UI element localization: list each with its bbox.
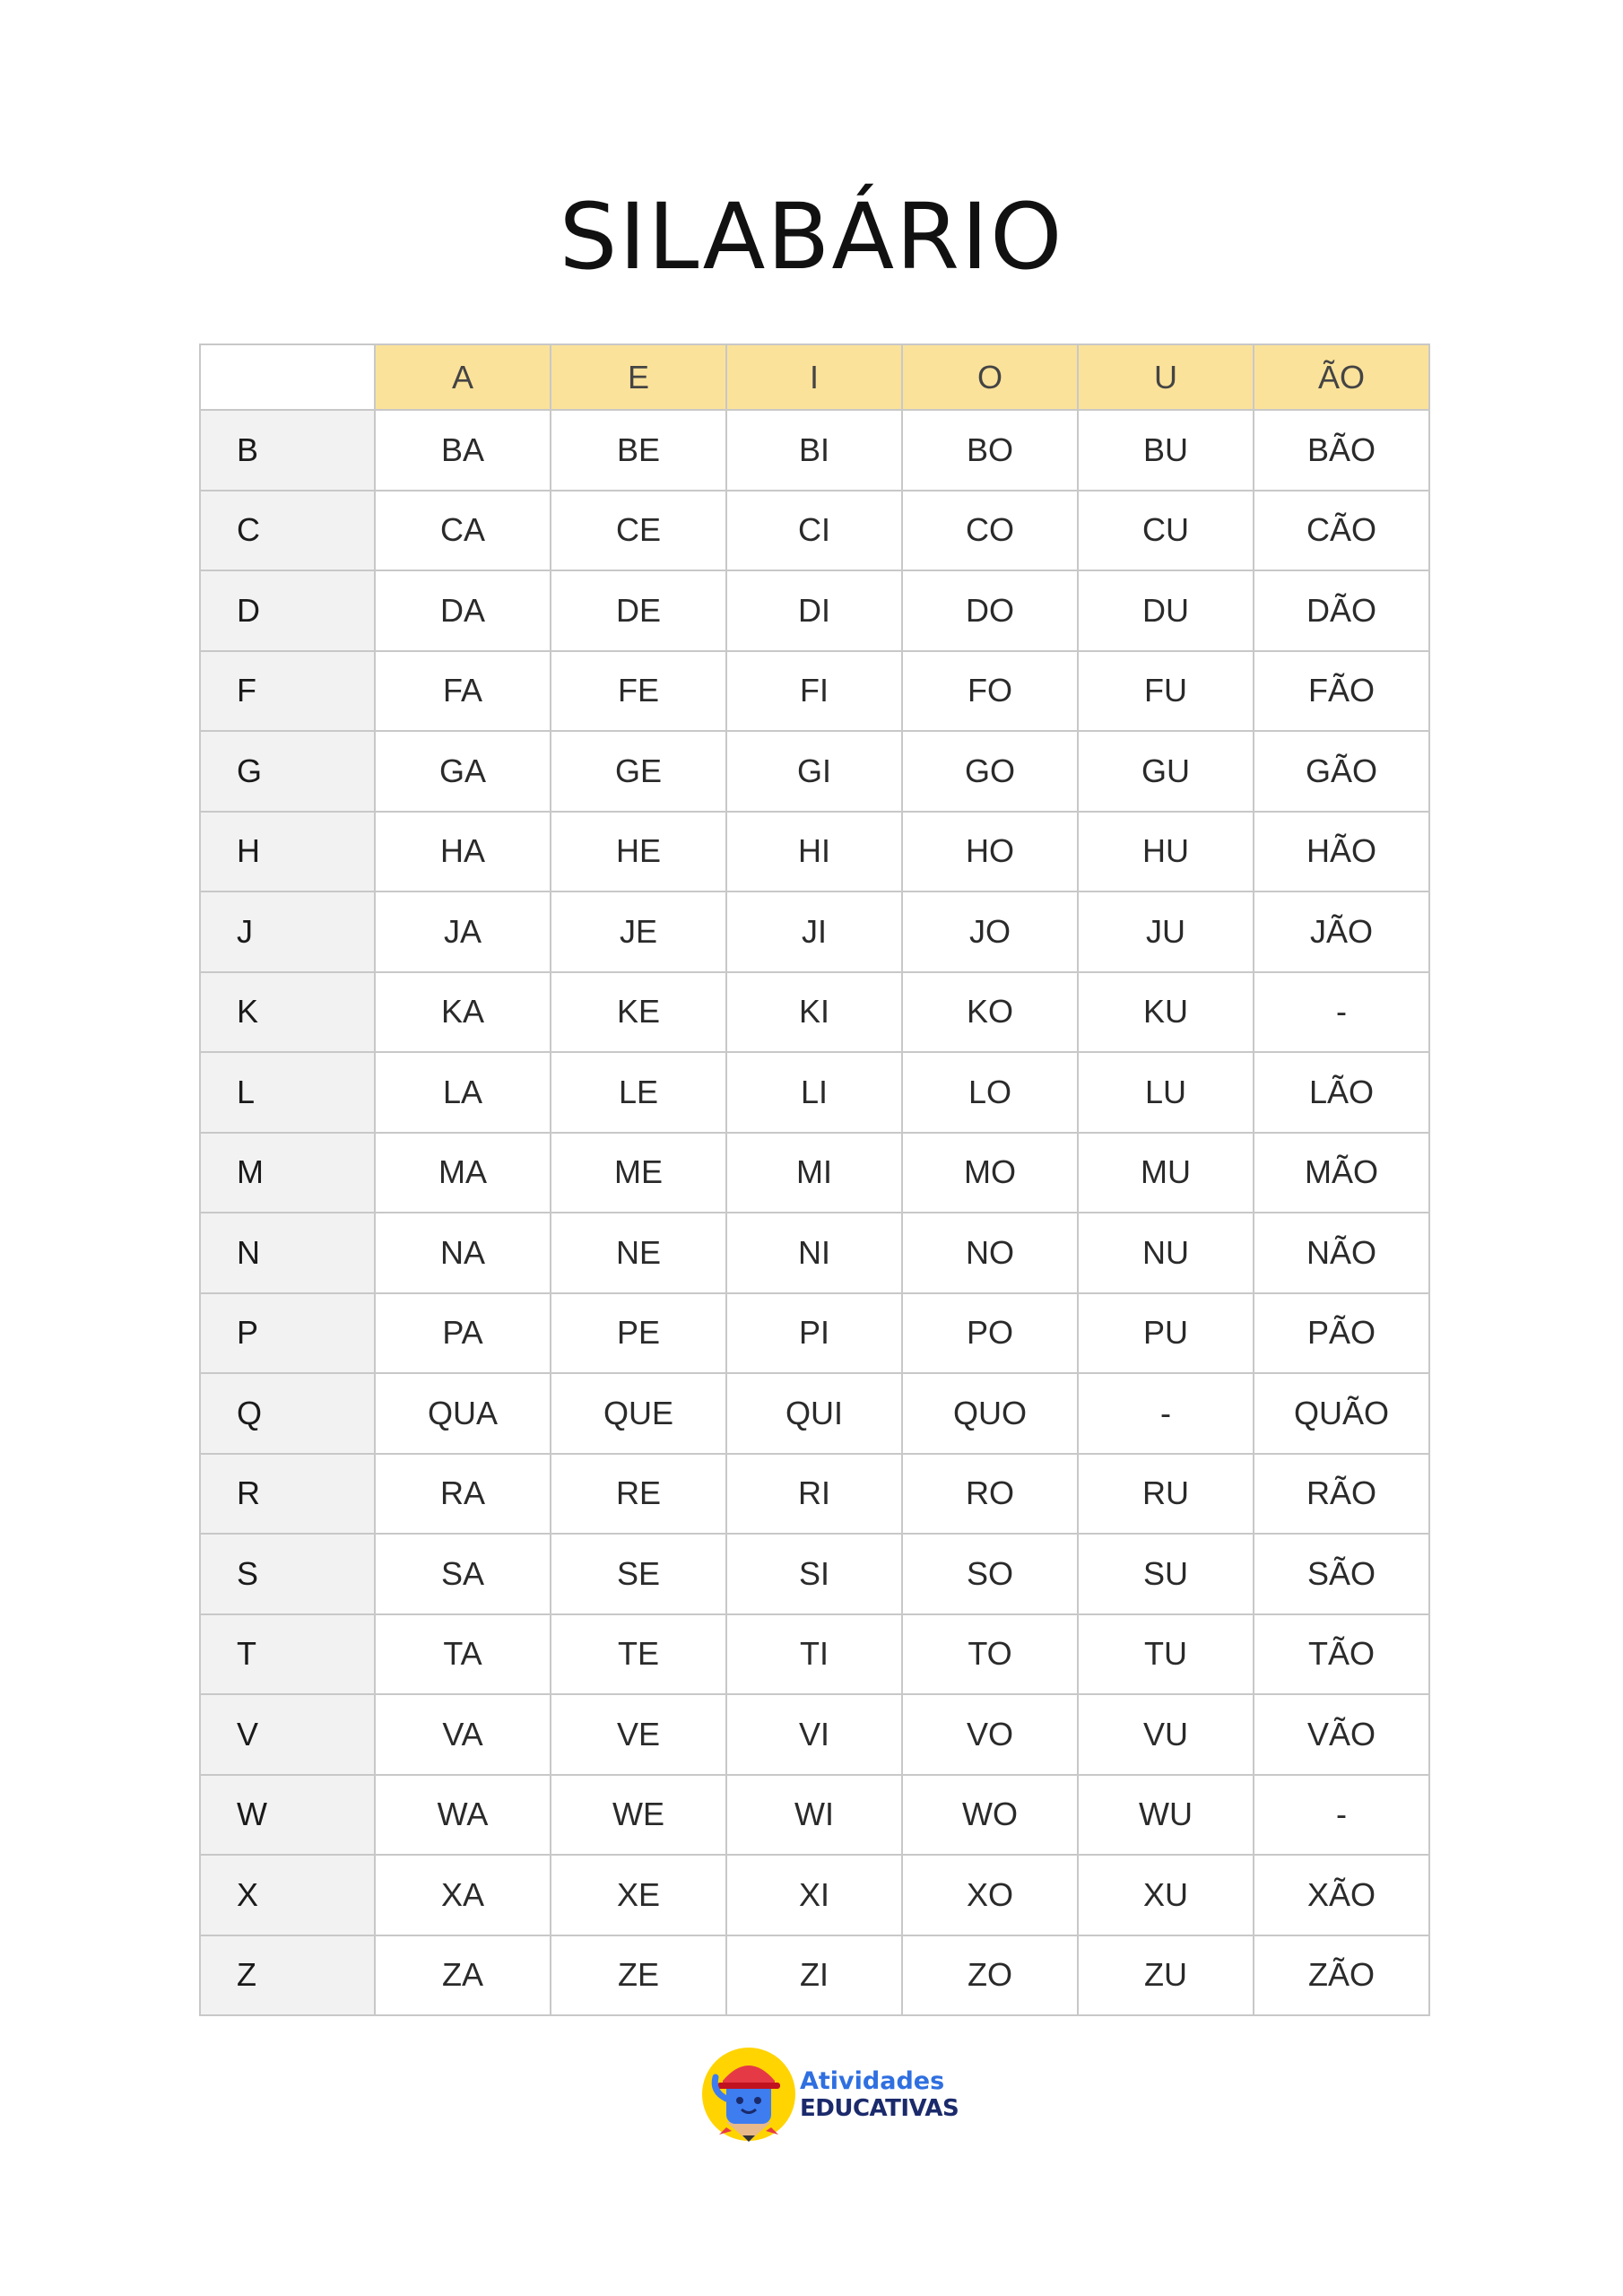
vowel-header: I: [726, 344, 902, 410]
syllable-cell: GE: [551, 731, 726, 812]
consonant-label: G: [200, 731, 375, 812]
syllable-cell: FU: [1078, 651, 1254, 732]
consonant-label: Q: [200, 1373, 375, 1454]
pencil-mascot-icon: [699, 2045, 798, 2144]
page-title: SILABÁRIO: [559, 184, 1064, 291]
syllable-cell: FI: [726, 651, 902, 732]
syllable-cell: SI: [726, 1534, 902, 1614]
syllable-cell: LÃO: [1254, 1052, 1429, 1133]
syllable-cell: FA: [375, 651, 551, 732]
syllable-cell: BA: [375, 410, 551, 491]
vowel-header: O: [902, 344, 1078, 410]
syllable-cell: TA: [375, 1614, 551, 1695]
table-row: [200, 1213, 1429, 1293]
syllable-table-body: [200, 410, 1429, 2015]
consonant-label: S: [200, 1534, 375, 1614]
syllable-cell: ZE: [551, 1935, 726, 2016]
syllable-cell: CO: [902, 491, 1078, 571]
syllable-cell: QUO: [902, 1373, 1078, 1454]
syllable-cell: VÃO: [1254, 1694, 1429, 1775]
syllable-cell: HO: [902, 812, 1078, 892]
syllable-cell: WE: [551, 1775, 726, 1856]
consonant-label: K: [200, 972, 375, 1053]
syllable-cell: GÃO: [1254, 731, 1429, 812]
syllable-cell: NI: [726, 1213, 902, 1293]
syllable-cell: RO: [902, 1454, 1078, 1535]
syllable-cell: QUE: [551, 1373, 726, 1454]
table-row: [200, 1293, 1429, 1374]
syllable-cell: -: [1254, 1775, 1429, 1856]
consonant-label: F: [200, 651, 375, 732]
table-row: [200, 731, 1429, 812]
syllable-cell: NE: [551, 1213, 726, 1293]
syllable-cell: TÃO: [1254, 1614, 1429, 1695]
syllable-cell: RU: [1078, 1454, 1254, 1535]
syllable-cell: CU: [1078, 491, 1254, 571]
syllable-cell: LU: [1078, 1052, 1254, 1133]
syllable-cell: KO: [902, 972, 1078, 1053]
syllable-cell: HA: [375, 812, 551, 892]
syllable-cell: LA: [375, 1052, 551, 1133]
syllable-cell: DE: [551, 570, 726, 651]
consonant-label: X: [200, 1855, 375, 1935]
syllable-cell: JE: [551, 891, 726, 972]
syllable-cell: XA: [375, 1855, 551, 1935]
consonant-label: L: [200, 1052, 375, 1133]
consonant-label: Z: [200, 1935, 375, 2016]
syllable-cell: VE: [551, 1694, 726, 1775]
syllable-cell: SA: [375, 1534, 551, 1614]
syllable-cell: HE: [551, 812, 726, 892]
consonant-label: D: [200, 570, 375, 651]
syllable-cell: TO: [902, 1614, 1078, 1695]
syllable-cell: QUÃO: [1254, 1373, 1429, 1454]
consonant-label: B: [200, 410, 375, 491]
syllable-cell: JO: [902, 891, 1078, 972]
syllable-cell: PO: [902, 1293, 1078, 1374]
consonant-label: H: [200, 812, 375, 892]
syllable-cell: ZO: [902, 1935, 1078, 2016]
vowel-header: U: [1078, 344, 1254, 410]
syllable-cell: FE: [551, 651, 726, 732]
syllable-cell: KI: [726, 972, 902, 1053]
syllable-cell: PU: [1078, 1293, 1254, 1374]
syllable-cell: NA: [375, 1213, 551, 1293]
syllable-cell: SÃO: [1254, 1534, 1429, 1614]
table-row: [200, 1935, 1429, 2016]
syllable-cell: SU: [1078, 1534, 1254, 1614]
syllable-cell: TE: [551, 1614, 726, 1695]
syllable-cell: QUI: [726, 1373, 902, 1454]
syllable-cell: ME: [551, 1133, 726, 1213]
syllable-cell: HU: [1078, 812, 1254, 892]
consonant-label: M: [200, 1133, 375, 1213]
syllable-cell: VU: [1078, 1694, 1254, 1775]
syllable-cell: MI: [726, 1133, 902, 1213]
syllable-cell: WU: [1078, 1775, 1254, 1856]
syllable-cell: -: [1254, 972, 1429, 1053]
syllable-cell: LE: [551, 1052, 726, 1133]
syllable-cell: FÃO: [1254, 651, 1429, 732]
consonant-label: T: [200, 1614, 375, 1695]
vowel-header: E: [551, 344, 726, 410]
syllable-cell: TI: [726, 1614, 902, 1695]
syllable-cell: VI: [726, 1694, 902, 1775]
syllable-cell: NO: [902, 1213, 1078, 1293]
syllable-cell: KU: [1078, 972, 1254, 1053]
syllable-cell: LI: [726, 1052, 902, 1133]
syllable-cell: PI: [726, 1293, 902, 1374]
table-row: [200, 1694, 1429, 1775]
syllable-cell: ZI: [726, 1935, 902, 2016]
syllable-cell: BI: [726, 410, 902, 491]
syllable-cell: WI: [726, 1775, 902, 1856]
syllable-cell: VO: [902, 1694, 1078, 1775]
syllable-table: [199, 344, 1430, 2016]
syllable-cell: XE: [551, 1855, 726, 1935]
syllable-cell: TU: [1078, 1614, 1254, 1695]
table-row: [200, 1373, 1429, 1454]
syllable-cell: XO: [902, 1855, 1078, 1935]
syllable-cell: -: [1078, 1373, 1254, 1454]
syllable-cell: DÃO: [1254, 570, 1429, 651]
syllable-cell: GO: [902, 731, 1078, 812]
corner-cell: [200, 344, 375, 410]
table-row: [200, 1133, 1429, 1213]
syllable-cell: CA: [375, 491, 551, 571]
table-row: [200, 1775, 1429, 1856]
syllable-cell: ZU: [1078, 1935, 1254, 2016]
syllable-cell: NU: [1078, 1213, 1254, 1293]
syllable-cell: FO: [902, 651, 1078, 732]
table-row: [200, 410, 1429, 491]
syllable-cell: CÃO: [1254, 491, 1429, 571]
table-row: [200, 1614, 1429, 1695]
syllable-cell: XU: [1078, 1855, 1254, 1935]
syllable-cell: JI: [726, 891, 902, 972]
syllable-cell: ZA: [375, 1935, 551, 2016]
syllable-cell: WA: [375, 1775, 551, 1856]
syllable-cell: HI: [726, 812, 902, 892]
syllable-cell: XÃO: [1254, 1855, 1429, 1935]
syllable-cell: RI: [726, 1454, 902, 1535]
syllable-cell: PÃO: [1254, 1293, 1429, 1374]
table-row: [200, 1534, 1429, 1614]
table-row: [200, 570, 1429, 651]
brand-logo: [690, 2036, 959, 2152]
syllable-cell: SO: [902, 1534, 1078, 1614]
syllable-cell: BE: [551, 410, 726, 491]
consonant-label: C: [200, 491, 375, 571]
brand-wordmark: [800, 2068, 959, 2122]
syllable-cell: JU: [1078, 891, 1254, 972]
syllable-cell: WO: [902, 1775, 1078, 1856]
syllable-cell: DI: [726, 570, 902, 651]
syllable-cell: BU: [1078, 410, 1254, 491]
syllable-cell: BO: [902, 410, 1078, 491]
syllable-cell: JÃO: [1254, 891, 1429, 972]
syllable-cell: MU: [1078, 1133, 1254, 1213]
syllable-cell: XI: [726, 1855, 902, 1935]
syllable-cell: HÃO: [1254, 812, 1429, 892]
syllable-cell: LO: [902, 1052, 1078, 1133]
syllable-cell: GA: [375, 731, 551, 812]
syllable-cell: JA: [375, 891, 551, 972]
brand-line1: Atividades: [800, 2067, 945, 2095]
syllable-cell: ZÃO: [1254, 1935, 1429, 2016]
syllable-cell: SE: [551, 1534, 726, 1614]
syllable-cell: RA: [375, 1454, 551, 1535]
table-row: [200, 891, 1429, 972]
syllable-cell: DO: [902, 570, 1078, 651]
syllable-cell: KE: [551, 972, 726, 1053]
syllable-cell: BÃO: [1254, 410, 1429, 491]
syllable-cell: CE: [551, 491, 726, 571]
syllable-cell: DA: [375, 570, 551, 651]
consonant-label: N: [200, 1213, 375, 1293]
brand-line2: EDUCATIVAS: [800, 2095, 959, 2122]
vowel-header: ÃO: [1254, 344, 1429, 410]
vowel-header: A: [375, 344, 551, 410]
consonant-label: W: [200, 1775, 375, 1856]
syllable-cell: DU: [1078, 570, 1254, 651]
table-row: [200, 491, 1429, 571]
syllable-cell: GU: [1078, 731, 1254, 812]
consonant-label: V: [200, 1694, 375, 1775]
syllable-cell: MO: [902, 1133, 1078, 1213]
syllable-cell: RÃO: [1254, 1454, 1429, 1535]
table-row: [200, 972, 1429, 1053]
syllable-cell: RE: [551, 1454, 726, 1535]
syllable-cell: GI: [726, 731, 902, 812]
syllable-cell: VA: [375, 1694, 551, 1775]
table-row: [200, 812, 1429, 892]
syllable-cell: CI: [726, 491, 902, 571]
consonant-label: P: [200, 1293, 375, 1374]
consonant-label: R: [200, 1454, 375, 1535]
table-row: [200, 1454, 1429, 1535]
syllable-cell: MA: [375, 1133, 551, 1213]
syllable-cell: PE: [551, 1293, 726, 1374]
syllable-cell: MÃO: [1254, 1133, 1429, 1213]
syllable-cell: QUA: [375, 1373, 551, 1454]
syllable-cell: NÃO: [1254, 1213, 1429, 1293]
syllable-cell: PA: [375, 1293, 551, 1374]
table-row: [200, 1052, 1429, 1133]
vowel-header-row: [200, 344, 1429, 410]
consonant-label: J: [200, 891, 375, 972]
syllable-cell: KA: [375, 972, 551, 1053]
table-row: [200, 1855, 1429, 1935]
table-row: [200, 651, 1429, 732]
